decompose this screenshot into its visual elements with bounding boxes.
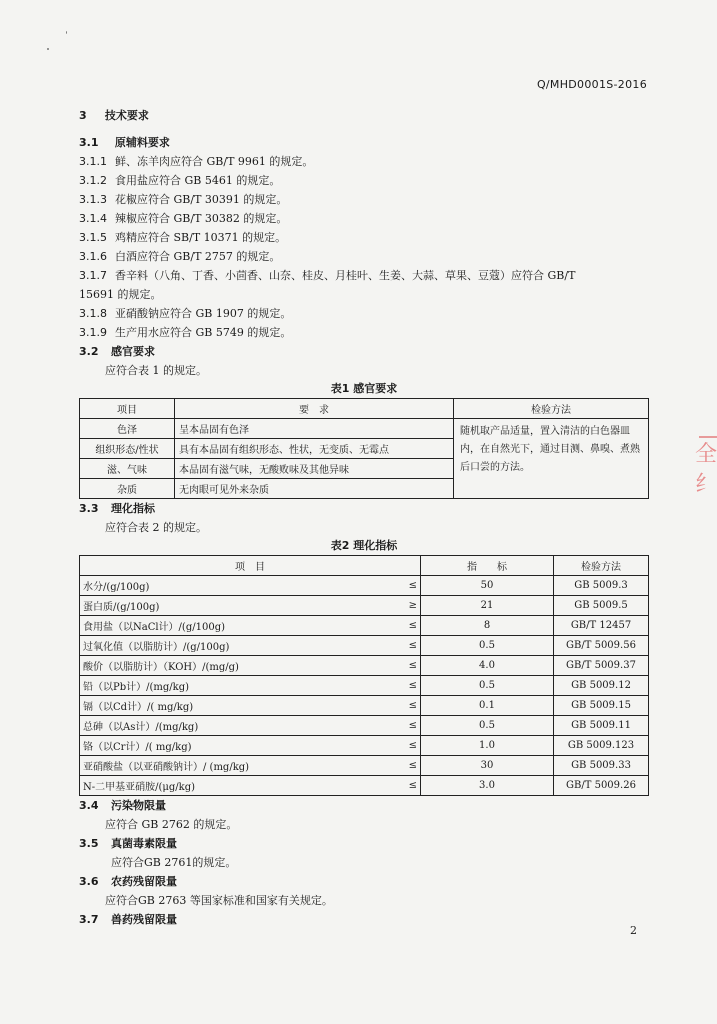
table-cell: 0.5 bbox=[421, 676, 554, 696]
text-segment: 辣椒应符合 GB/T 30382 的规定。 bbox=[115, 212, 288, 225]
section-3-4-desc: 应符合 GB 2762 的规定。 bbox=[105, 818, 238, 831]
table-cell: ≤ bbox=[374, 756, 421, 776]
table-row bbox=[80, 576, 649, 596]
table-row bbox=[80, 419, 649, 439]
table-cell: 杂质 bbox=[80, 479, 175, 499]
section-3-1-heading bbox=[79, 133, 649, 152]
text-segment: 3.1.9 bbox=[79, 326, 107, 339]
table-row bbox=[80, 696, 649, 716]
table-cell: 0.1 bbox=[421, 696, 554, 716]
table-cell: 水分/(g/100g) bbox=[80, 576, 375, 596]
table-cell: 30 bbox=[421, 756, 554, 776]
text-segment: 生产用水应符合 GB 5749 的规定。 bbox=[115, 326, 292, 339]
section-3-6-heading bbox=[79, 872, 649, 891]
clause-3-1-3 bbox=[79, 190, 649, 209]
table-cell: N-二甲基亚硝胺/(μg/kg) bbox=[80, 776, 375, 796]
table-cell: 4.0 bbox=[421, 656, 554, 676]
table-row bbox=[80, 596, 649, 616]
table-header-cell: 项 目 bbox=[80, 556, 421, 576]
clause-3-1-4 bbox=[79, 209, 649, 228]
table-row bbox=[80, 636, 649, 656]
scan-speck bbox=[47, 48, 49, 50]
table-header-cell: 指 标 bbox=[421, 556, 554, 576]
table-cell: 滋、气味 bbox=[80, 459, 175, 479]
sensory-table bbox=[79, 398, 649, 499]
table-cell: ≤ bbox=[374, 716, 421, 736]
text-segment: 3.3 bbox=[79, 502, 99, 515]
table-header-cell: 要 求 bbox=[175, 399, 454, 419]
clause-3-1-1 bbox=[79, 152, 649, 171]
text-segment: 技术要求 bbox=[104, 109, 149, 122]
table-cell: 组织形态/性状 bbox=[80, 439, 175, 459]
table-cell: 色泽 bbox=[80, 419, 175, 439]
text-segment: 3 bbox=[79, 109, 87, 122]
page-number: 2 bbox=[630, 924, 637, 937]
table-row bbox=[80, 776, 649, 796]
table-cell: ≥ bbox=[374, 596, 421, 616]
table-header-cell: 检验方法 bbox=[454, 399, 649, 419]
section-3-2-desc: 应符合表 1 的规定。 bbox=[105, 364, 207, 377]
table-cell: ≤ bbox=[374, 676, 421, 696]
clause-3-1-7-continued: 15691 的规定。 bbox=[79, 288, 162, 301]
table-cell: GB 5009.3 bbox=[554, 576, 649, 596]
table-row bbox=[80, 736, 649, 756]
text-segment: 3.1.6 bbox=[79, 250, 107, 263]
table-cell: 50 bbox=[421, 576, 554, 596]
table-row bbox=[80, 656, 649, 676]
table-cell: ≤ bbox=[374, 696, 421, 716]
section-3-6-desc: 应符合GB 2763 等国家标准和国家有关规定。 bbox=[105, 894, 333, 907]
table-cell: GB 5009.123 bbox=[554, 736, 649, 756]
text-segment: 3.1.8 bbox=[79, 307, 107, 320]
section-3-5-desc: 应符合GB 2761的规定。 bbox=[111, 856, 237, 869]
table-cell: GB/T 5009.37 bbox=[554, 656, 649, 676]
section-3-3-desc: 应符合表 2 的规定。 bbox=[105, 521, 207, 534]
table2-caption: 表2 理化指标 bbox=[330, 539, 398, 552]
clause-3-1-5 bbox=[79, 228, 649, 247]
text-segment: 3.5 bbox=[79, 837, 99, 850]
text-segment: 3.6 bbox=[79, 875, 99, 888]
text-segment: 亚硝酸钠应符合 GB 1907 的规定。 bbox=[115, 307, 292, 320]
table-row bbox=[80, 616, 649, 636]
clause-3-1-6 bbox=[79, 247, 649, 266]
clause-3-1-2 bbox=[79, 171, 649, 190]
clause-3-1-7 bbox=[79, 266, 649, 285]
table-cell: GB 5009.15 bbox=[554, 696, 649, 716]
text-segment: 食用盐应符合 GB 5461 的规定。 bbox=[115, 174, 281, 187]
text-segment: 白酒应符合 GB/T 2757 的规定。 bbox=[115, 250, 281, 263]
table-row bbox=[80, 716, 649, 736]
table-cell: 亚硝酸盐（以亚硝酸钠计）/ (mg/kg) bbox=[80, 756, 375, 776]
text-segment: 3.7 bbox=[79, 913, 99, 926]
table-cell: 蛋白质/(g/100g) bbox=[80, 596, 375, 616]
text-segment: 3.1.4 bbox=[79, 212, 107, 225]
text-segment: 3.1.2 bbox=[79, 174, 107, 187]
table-cell: 无肉眼可见外来杂质 bbox=[175, 479, 454, 499]
text-segment: 污染物限量 bbox=[111, 799, 166, 812]
section-3-4-heading bbox=[79, 796, 649, 815]
scan-speck bbox=[66, 31, 67, 34]
table-cell: GB 5009.33 bbox=[554, 756, 649, 776]
table-cell: ≤ bbox=[374, 616, 421, 636]
table-header-cell: 项目 bbox=[80, 399, 175, 419]
table-cell: 铬（以Cr计）/( mg/kg) bbox=[80, 736, 375, 756]
text-segment: 感官要求 bbox=[111, 345, 155, 358]
table-row bbox=[80, 756, 649, 776]
text-segment: 兽药残留限量 bbox=[111, 913, 177, 926]
stamp-edge bbox=[699, 436, 717, 438]
physicochemical-table bbox=[79, 555, 649, 796]
text-segment: 3.1.7 bbox=[79, 269, 107, 282]
clause-3-1-9 bbox=[79, 323, 649, 342]
text-segment: 香辛料（八角、丁香、小茴香、山奈、桂皮、月桂叶、生姜、大蒜、草果、豆蔻）应符合 GB/T bbox=[115, 269, 576, 282]
text-segment: 花椒应符合 GB/T 30391 的规定。 bbox=[115, 193, 288, 206]
text-segment: 3.4 bbox=[79, 799, 99, 812]
table-cell: 0.5 bbox=[421, 636, 554, 656]
table-cell: ≤ bbox=[374, 736, 421, 756]
table-cell: 呈本品固有色泽 bbox=[175, 419, 454, 439]
text-segment: 3.1.3 bbox=[79, 193, 107, 206]
table-cell: ≤ bbox=[374, 576, 421, 596]
table-cell: GB/T 5009.26 bbox=[554, 776, 649, 796]
table-cell: 食用盐（以NaCl计）/(g/100g) bbox=[80, 616, 375, 636]
text-segment: 鲜、冻羊肉应符合 GB/T 9961 的规定。 bbox=[115, 155, 314, 168]
table-cell: ≤ bbox=[374, 656, 421, 676]
table-row bbox=[80, 676, 649, 696]
text-segment: 农药残留限量 bbox=[111, 875, 177, 888]
text-segment: 3.2 bbox=[79, 345, 99, 358]
text-segment: 3.1.1 bbox=[79, 155, 107, 168]
table-cell: 酸价（以脂肪计）（KOH）/(mg/g) bbox=[80, 656, 375, 676]
table-cell: ≤ bbox=[374, 776, 421, 796]
text-segment: 原辅料要求 bbox=[114, 136, 170, 149]
section-3-2-heading bbox=[79, 342, 649, 361]
table-header-cell: 检验方法 bbox=[554, 556, 649, 576]
section-3-heading bbox=[79, 106, 649, 125]
table-header-row bbox=[80, 399, 649, 419]
table-cell: 过氧化值（以脂肪计）/(g/100g) bbox=[80, 636, 375, 656]
table-header-row bbox=[80, 556, 649, 576]
table-cell: ≤ bbox=[374, 636, 421, 656]
section-3-5-heading bbox=[79, 834, 649, 853]
table-cell: 总砷（以As计）/(mg/kg) bbox=[80, 716, 375, 736]
text-segment: 真菌毒素限量 bbox=[111, 837, 177, 850]
section-3-3-heading bbox=[79, 499, 649, 518]
text-segment: 理化指标 bbox=[111, 502, 155, 515]
table-cell: 具有本品固有组织形态、性状，无变质、无霉点 bbox=[175, 439, 454, 459]
section-3-7-heading bbox=[79, 910, 649, 929]
table-cell: 0.5 bbox=[421, 716, 554, 736]
inspection-method: 随机取产品适量，置入清洁的白色器皿内，在自然光下，通过目测、鼻嗅、煮熟后口尝的方法。 bbox=[454, 419, 649, 499]
table-cell: 8 bbox=[421, 616, 554, 636]
text-segment: 鸡精应符合 SB/T 10371 的规定。 bbox=[115, 231, 287, 244]
table-cell: GB/T 5009.56 bbox=[554, 636, 649, 656]
table-cell: 铅（以Pb计）/(mg/kg) bbox=[80, 676, 375, 696]
table-cell: 3.0 bbox=[421, 776, 554, 796]
table1-caption: 表1 感官要求 bbox=[330, 382, 398, 395]
document-code: Q/MHD0001S-2016 bbox=[536, 78, 647, 91]
table-cell: 1.0 bbox=[421, 736, 554, 756]
table-cell: GB 5009.11 bbox=[554, 716, 649, 736]
table-cell: GB/T 12457 bbox=[554, 616, 649, 636]
text-segment: 3.1 bbox=[79, 136, 99, 149]
clause-3-1-8 bbox=[79, 304, 649, 323]
table-cell: 21 bbox=[421, 596, 554, 616]
main-content bbox=[79, 106, 649, 929]
red-seal-stamp: 全纟 bbox=[695, 442, 717, 497]
table-cell: GB 5009.5 bbox=[554, 596, 649, 616]
text-segment: 3.1.5 bbox=[79, 231, 107, 244]
table-cell: GB 5009.12 bbox=[554, 676, 649, 696]
table-cell: 本品固有滋气味，无酸败味及其他异味 bbox=[175, 459, 454, 479]
table-cell: 镉（以Cd计）/( mg/kg) bbox=[80, 696, 375, 716]
